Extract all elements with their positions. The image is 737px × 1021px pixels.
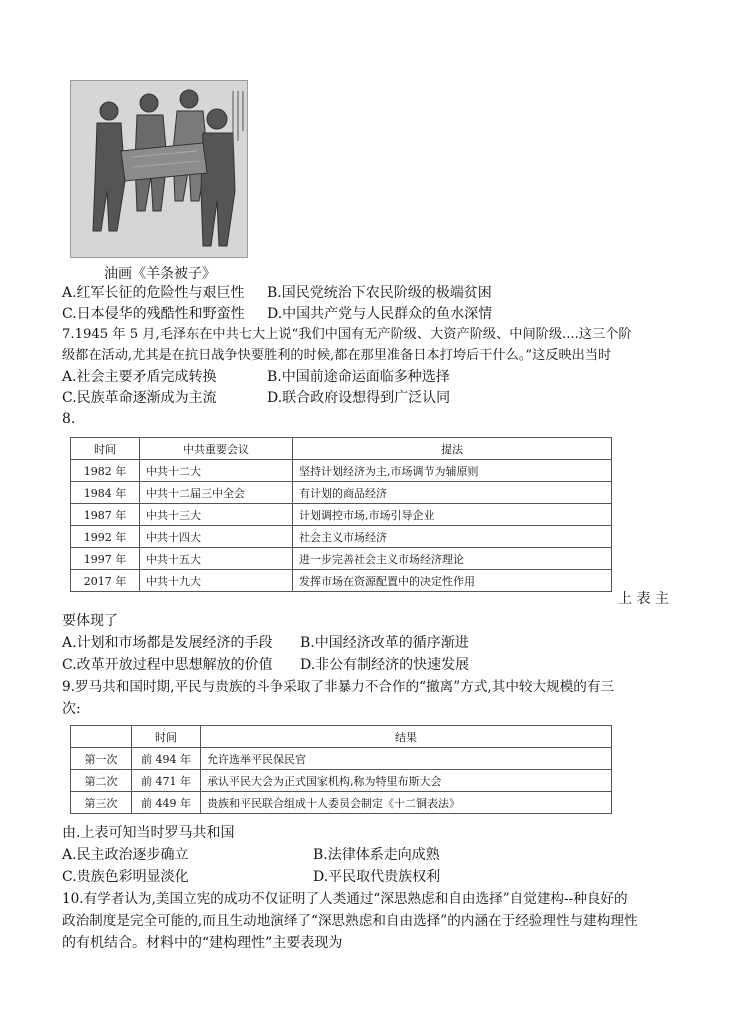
q8-cell-statement: 有计划的商品经济 <box>293 482 612 504</box>
q8-cell-statement: 进一步完善社会主义市场经济理论 <box>293 548 612 570</box>
q9-cell-order: 第三次 <box>71 792 132 814</box>
q6-option-d: D.中国共产党与人民群众的鱼水深情 <box>267 306 493 322</box>
table-row <box>71 526 612 548</box>
q7-stem-line2: 级都在活动,尤其是在抗日战争快要胜利的时候,都在那里准备日本打垮后干什么。”这反映出当时 <box>62 348 612 363</box>
table-row <box>71 504 612 526</box>
q6-option-b: B.国民党统治下农民阶级的极端贫困 <box>267 285 492 301</box>
q8-cell-year: 1997 年 <box>71 548 140 570</box>
painting-image <box>70 80 248 258</box>
q9-option-c: C.贵族色彩明显淡化 <box>62 869 189 885</box>
table-row <box>71 460 612 482</box>
q9-header-blank <box>71 726 132 748</box>
q9-cell-time: 前 494 年 <box>132 748 201 770</box>
q7-option-b: B.中国前途命运面临多种选择 <box>267 369 450 385</box>
q8-stem-cont: 要体现了 <box>62 613 118 629</box>
q8-number: 8. <box>62 411 76 427</box>
q8-option-c: C.改革开放过程中思想解放的价值 <box>62 657 273 673</box>
table-row <box>71 748 612 770</box>
q10-stem-line3: 的有机结合。材料中的“建构理性”主要表现为 <box>62 935 343 951</box>
q9-cell-result: 允许选举平民保民官 <box>201 748 612 770</box>
q9-cell-order: 第二次 <box>71 770 132 792</box>
q9-option-d: D.平民取代贵族权利 <box>313 869 441 885</box>
q8-table <box>70 437 612 592</box>
q7-option-d: D.联合政府设想得到广泛认同 <box>267 390 451 406</box>
q8-cell-statement: 计划调控市场,市场引导企业 <box>293 504 612 526</box>
q6-option-a: A.红军长征的危险性与艰巨性 <box>62 285 245 301</box>
table-row <box>71 482 612 504</box>
q9-table-header <box>71 726 612 748</box>
q7-stem-line1: 7.1945 年 5 月,毛泽东在中共七大上说“我们中国有无产阶级、大资产阶级、中间阶级....这三个阶 <box>62 327 632 342</box>
q7-option-c: C.民族革命逐渐成为主流 <box>62 390 217 406</box>
q8-cell-meeting: 中共十三大 <box>140 504 293 526</box>
table-row <box>71 570 612 592</box>
q8-cell-year: 2017 年 <box>71 570 140 592</box>
table-row <box>71 792 612 814</box>
q8-cell-statement: 社会主义市场经济 <box>293 526 612 548</box>
q9-cell-result: 贵族和平民联合组成十人委员会制定《十二铜表法》 <box>201 792 612 814</box>
q8-option-d: D.非公有制经济的快速发展 <box>300 657 470 673</box>
q10-stem-line1: 10.有学者认为,美国立宪的成功不仅证明了人类通过“深思熟虑和自由选择”自觉建构--种良好的 <box>62 891 628 907</box>
q7-option-a: A.社会主要矛盾完成转换 <box>62 369 217 385</box>
q8-option-a: A.计划和市场都是发展经济的手段 <box>62 635 273 651</box>
q10-stem-line2: 政治制度是完全可能的,而且生动地演绎了“深思熟虑和自由选择”的内涵在于经验理性与建构理性 <box>62 913 638 929</box>
q8-stem-inline: 上 表 主 <box>618 591 669 607</box>
q8-header-time: 时间 <box>71 438 140 460</box>
q8-cell-year: 1987 年 <box>71 504 140 526</box>
q8-header-meeting: 中共重要会议 <box>140 438 293 460</box>
q8-cell-meeting: 中共十九大 <box>140 570 293 592</box>
q8-cell-meeting: 中共十五大 <box>140 548 293 570</box>
q8-cell-statement: 坚持计划经济为主,市场调节为辅原则 <box>293 460 612 482</box>
q9-cell-time: 前 449 年 <box>132 792 201 814</box>
q8-cell-statement: 发挥市场在资源配置中的决定性作用 <box>293 570 612 592</box>
q8-cell-meeting: 中共十二届三中全会 <box>140 482 293 504</box>
q8-cell-year: 1984 年 <box>71 482 140 504</box>
q8-option-b: B.中国经济改革的循序渐进 <box>300 635 469 651</box>
q9-cell-time: 前 471 年 <box>132 770 201 792</box>
q9-stem-line1: 9.罗马共和国时期,平民与贵族的斗争采取了非暴力不合作的“撤离”方式,其中较大规模的有三 <box>62 679 615 695</box>
q8-table-header <box>71 438 612 460</box>
q6-option-c: C.日本侵华的残酷性和野蛮性 <box>62 306 245 322</box>
soldiers-painting-illustration <box>71 81 247 257</box>
q9-option-b: B.法律体系走向成熟 <box>313 847 440 863</box>
q9-cell-order: 第一次 <box>71 748 132 770</box>
q8-cell-meeting: 中共十四大 <box>140 526 293 548</box>
table-row <box>71 548 612 570</box>
q9-header-result: 结果 <box>201 726 612 748</box>
q9-table <box>70 725 612 814</box>
q9-option-a: A.民主政治逐步确立 <box>62 847 189 863</box>
q8-cell-meeting: 中共十二大 <box>140 460 293 482</box>
q9-stem-line2: 次: <box>62 701 81 717</box>
q8-cell-year: 1992 年 <box>71 526 140 548</box>
q8-cell-year: 1982 年 <box>71 460 140 482</box>
q9-cell-result: 承认平民大会为正式国家机构,称为特里布斯大会 <box>201 770 612 792</box>
q9-header-time: 时间 <box>132 726 201 748</box>
table-row <box>71 770 612 792</box>
painting-caption: 油画《羊条被子》 <box>104 266 216 282</box>
q9-stem: 由.上表可知当时罗马共和国 <box>62 825 235 841</box>
q8-header-statement: 提法 <box>293 438 612 460</box>
